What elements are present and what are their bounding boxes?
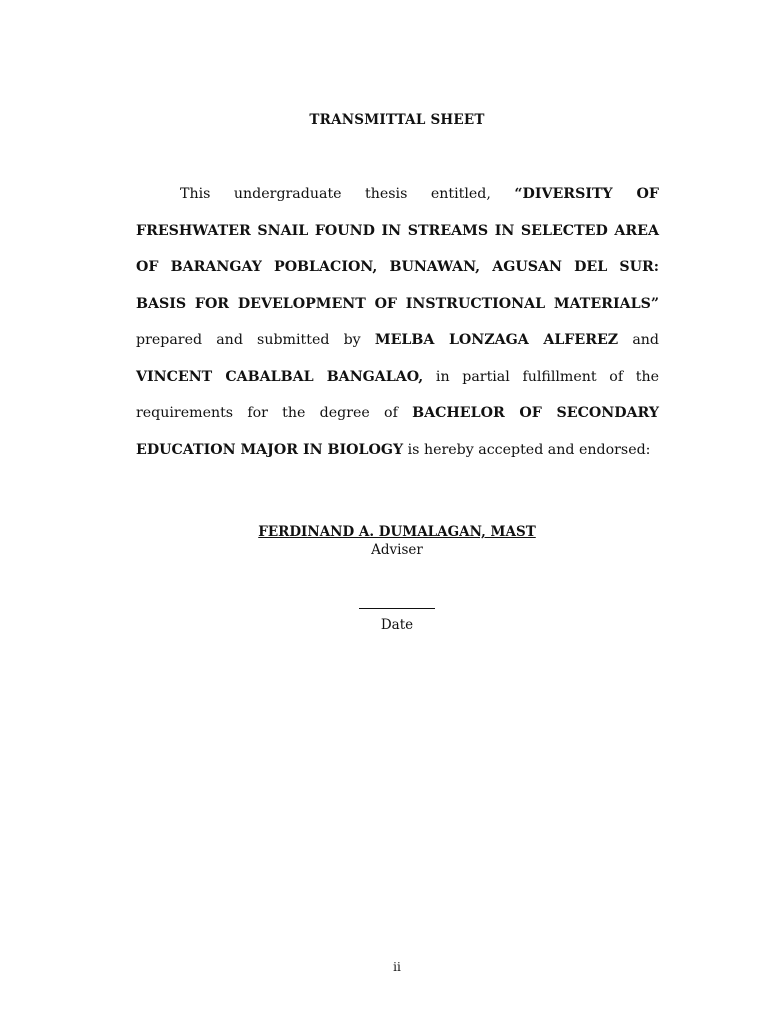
date-signature-line — [359, 596, 435, 609]
intro-text: This undergraduate thesis entitled, — [180, 186, 515, 202]
author-two: VINCENT CABALBAL BANGALAO, — [136, 368, 424, 385]
page-number: ii — [393, 960, 401, 974]
adviser-block — [0, 521, 768, 559]
transmittal-paragraph — [136, 176, 659, 468]
prepared-text: prepared and submitted by — [136, 332, 375, 348]
closing-text: is hereby accepted and endorsed: — [403, 441, 651, 458]
page-title: TRANSMITTAL SHEET — [309, 112, 485, 128]
adviser-name: FERDINAND A. DUMALAGAN, MAST — [258, 524, 536, 540]
and-text: and — [618, 332, 659, 348]
author-one: MELBA LONZAGA ALFEREZ — [374, 332, 619, 348]
date-label: Date — [380, 617, 414, 633]
date-block — [0, 596, 768, 634]
adviser-role: Adviser — [371, 542, 423, 558]
thesis-title: “DIVERSITY OF FRESHWATER SNAIL FOUND IN STREAMS IN SELECTED AREA OF BARANGAY POBLACION, BUNAWAN, AGUSAN DEL SUR: BASIS FOR DEVELOPMENT OF INSTRUCTIONAL MATERIALS” — [136, 186, 659, 312]
partial-text: in partial fulfillment of the requirements for the degree of — [136, 368, 659, 421]
degree-text: BACHELOR OF SECONDARY EDUCATION MAJOR IN BIOLOGY — [136, 405, 659, 458]
